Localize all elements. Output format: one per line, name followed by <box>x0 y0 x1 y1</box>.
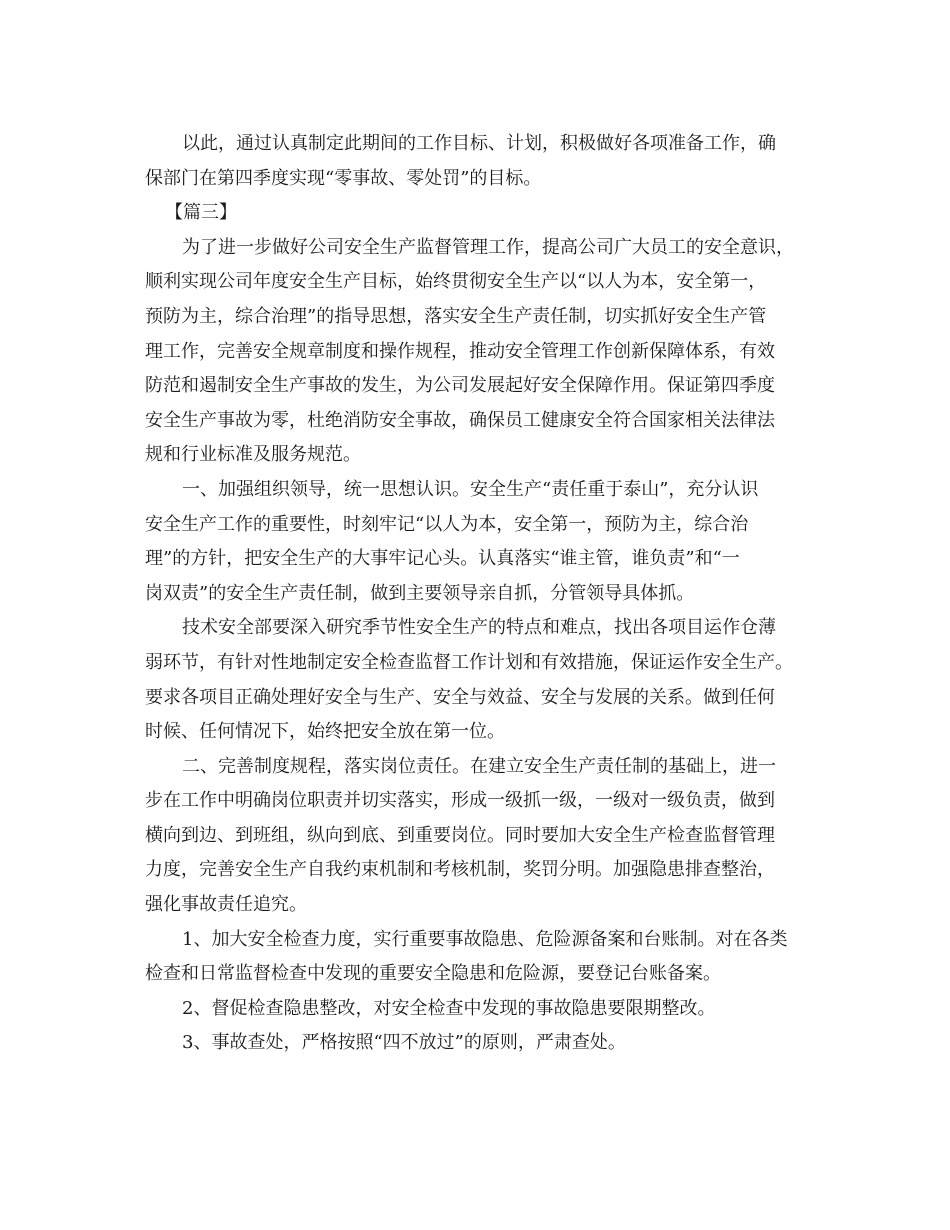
paragraph-line: 顺利实现公司年度安全生产目标，始终贯彻安全生产以“以人为本，安全第一， <box>145 271 767 293</box>
paragraph-line: 步在工作中明确岗位职责并切实落实，形成一级抓一级，一级对一级负责，做到 <box>145 790 775 812</box>
paragraph-line: 岗双责”的安全生产责任制，做到主要领导亲自抓，分管领导具体抓。 <box>145 582 695 604</box>
paragraph-line: 力度，完善安全生产自我约束机制和考核机制，奖罚分明。加强隐患排查整治， <box>145 859 775 881</box>
paragraph-line: 保部门在第四季度实现“零事故、零处罚”的目标。 <box>145 167 542 189</box>
paragraph-line: 1、加大安全检查力度，实行重要事故隐患、危险源备案和台账制。对在各类 <box>182 928 788 950</box>
paragraph-line: 一、加强组织领导，统一思想认识。安全生产“责任重于泰山”，充分认识 <box>182 478 759 500</box>
paragraph-line: 弱环节，有针对性地制定安全检查监督工作计划和有效措施，保证运作安全生产。 <box>145 651 793 673</box>
paragraph-line: 要求各项目正确处理好安全与生产、安全与效益、安全与发展的关系。做到任何 <box>145 686 775 708</box>
paragraph-line: 3、事故查处，严格按照“四不放过”的原则，严肃查处。 <box>182 1032 626 1054</box>
paragraph-line: 安全生产事故为零，杜绝消防安全事故，确保员工健康安全符合国家相关法律法 <box>145 409 775 431</box>
document-body <box>145 127 805 1061</box>
paragraph-line: 为了进一步做好公司安全生产监督管理工作，提高公司广大员工的安全意识， <box>182 236 794 258</box>
paragraph-line: 强化事故责任追究。 <box>145 894 307 916</box>
section-heading: 【篇三】 <box>165 202 237 224</box>
paragraph-line: 理”的方针，把安全生产的大事牢记心头。认真落实“谁主管，谁负责”和“一 <box>145 548 740 570</box>
paragraph-line: 时候、任何情况下，始终把安全放在第一位。 <box>145 721 505 743</box>
paragraph-line: 横向到边、到班组，纵向到底、到重要岗位。同时要加大安全生产检查监督管理 <box>145 824 775 846</box>
paragraph-line: 防范和遏制安全生产事故的发生，为公司发展起好安全保障作用。保证第四季度 <box>145 375 775 397</box>
paragraph-line: 技术安全部要深入研究季节性安全生产的特点和难点，找出各项目运作仓薄 <box>182 617 776 639</box>
paragraph-line: 2、督促检查隐患整改，对安全检查中发现的事故隐患要限期整改。 <box>182 997 716 1019</box>
paragraph-line: 检查和日常监督检查中发现的重要安全隐患和危险源，要登记台账备案。 <box>145 963 721 985</box>
paragraph-line: 规和行业标准及服务规范。 <box>145 444 361 466</box>
paragraph-line: 理工作，完善安全规章制度和操作规程，推动安全管理工作创新保障体系，有效 <box>145 340 775 362</box>
paragraph-line: 预防为主，综合治理”的指导思想，落实安全生产责任制，切实抓好安全生产管 <box>145 305 767 327</box>
paragraph-line: 安全生产工作的重要性，时刻牢记“以人为本，安全第一，预防为主，综合治 <box>145 513 749 535</box>
paragraph-line: 二、完善制度规程，落实岗位责任。在建立安全生产责任制的基础上，进一 <box>182 755 776 777</box>
paragraph-line: 以此，通过认真制定此期间的工作目标、计划，积极做好各项准备工作，确 <box>182 133 776 154</box>
